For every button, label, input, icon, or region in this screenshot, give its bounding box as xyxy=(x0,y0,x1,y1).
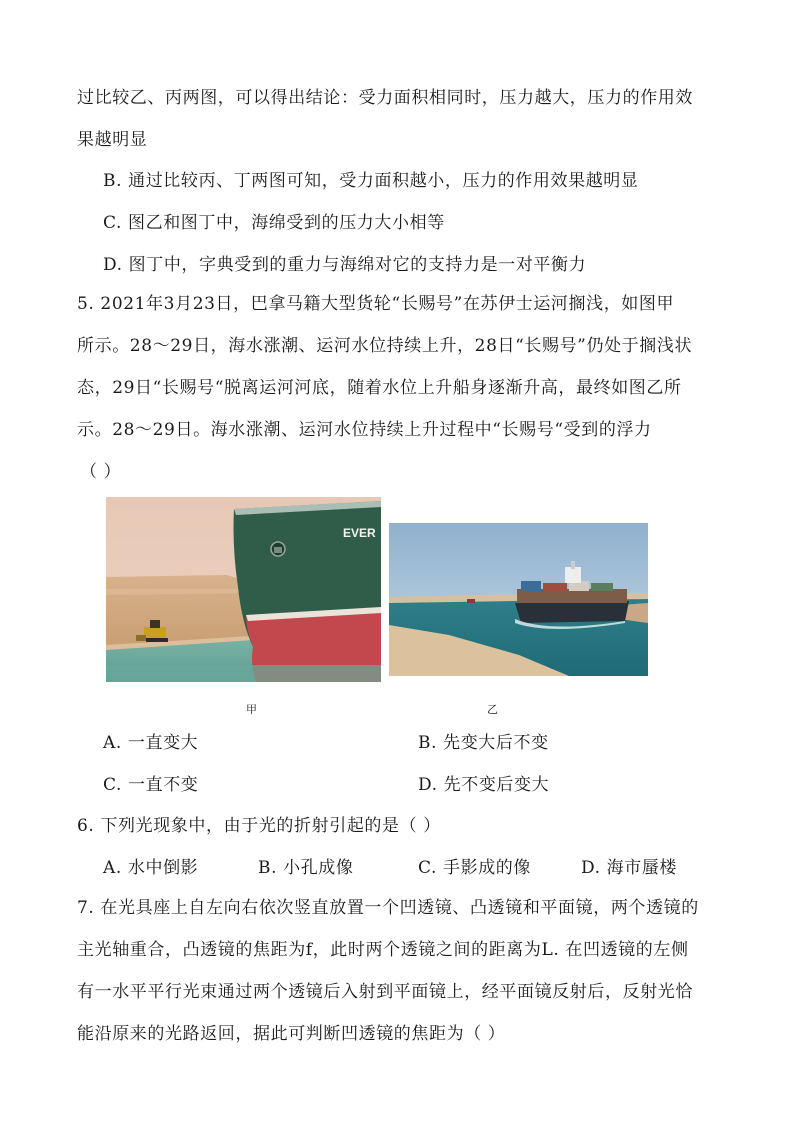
q5-option-d: D. 先不变后变大 xyxy=(418,775,550,795)
q4-option-d: D. 图丁中，字典受到的重力与海绵对它的支持力是一对平衡力 xyxy=(103,255,587,275)
q5-option-b: B. 先变大后不变 xyxy=(418,733,549,753)
q4-option-c: C. 图乙和图丁中，海绵受到的压力大小相等 xyxy=(103,213,445,233)
q7-stem-line-4: 能沿原来的光路返回，据此可判断凹透镜的焦距为（ ） xyxy=(77,1024,506,1044)
q5-stem-line-4: 示。28～29日。海水涨潮、运河水位持续上升过程中“长赐号“受到的浮力 xyxy=(77,420,652,440)
q7-stem-line-3: 有一水平平行光束通过两个透镜后入射到平面镜上，经平面镜反射后，反射光恰 xyxy=(77,982,693,1002)
figure-sailing-ship-photo xyxy=(389,523,648,676)
q5-stem-line-3: 态，29日“长赐号“脱离运河河底，随着水位上升船身逐渐升高，最终如图乙所 xyxy=(77,378,682,398)
q7-stem-line-1: 7. 在光具座上自左向右依次竖直放置一个凹透镜、凸透镜和平面镜，两个透镜的 xyxy=(77,898,699,918)
q4-text-line-2: 果越明显 xyxy=(77,130,148,150)
q5-option-c: C. 一直不变 xyxy=(103,775,199,795)
q6-stem: 6. 下列光现象中，由于光的折射引起的是（ ） xyxy=(77,816,441,836)
q4-option-b: B. 通过比较丙、丁两图可知，受力面积越小，压力的作用效果越明显 xyxy=(103,171,639,191)
figure-grounded-ship-photo xyxy=(106,497,381,682)
q4-text-line-1: 过比较乙、丙两图，可以得出结论：受力面积相同时，压力越大，压力的作用效 xyxy=(77,88,693,108)
figure-right-caption: 乙 xyxy=(487,703,498,716)
q6-option-d: D. 海市蜃楼 xyxy=(581,858,678,878)
ship-hull-lettering: EVER xyxy=(343,526,376,540)
q6-option-b: B. 小孔成像 xyxy=(258,858,354,878)
q5-answer-bracket: （ ） xyxy=(80,462,122,482)
figure-left-caption: 甲 xyxy=(246,703,257,716)
q6-option-a: A. 水中倒影 xyxy=(103,858,199,878)
anchor-icon xyxy=(271,542,285,556)
q5-stem-line-2: 所示。28～29日，海水涨潮、运河水位持续上升，28日“长赐号”仍处于搁浅状 xyxy=(77,336,693,356)
q6-option-c: C. 手影成的像 xyxy=(418,858,532,878)
q5-option-a: A. 一直变大 xyxy=(103,733,199,753)
q7-stem-line-2: 主光轴重合，凸透镜的焦距为f，此时两个透镜之间的距离为L. 在凹透镜的左侧 xyxy=(77,940,689,960)
q5-stem-line-1: 5. 2021年3月23日，巴拿马籍大型货轮“长赐号”在苏伊士运河搁浅，如图甲 xyxy=(77,294,675,314)
